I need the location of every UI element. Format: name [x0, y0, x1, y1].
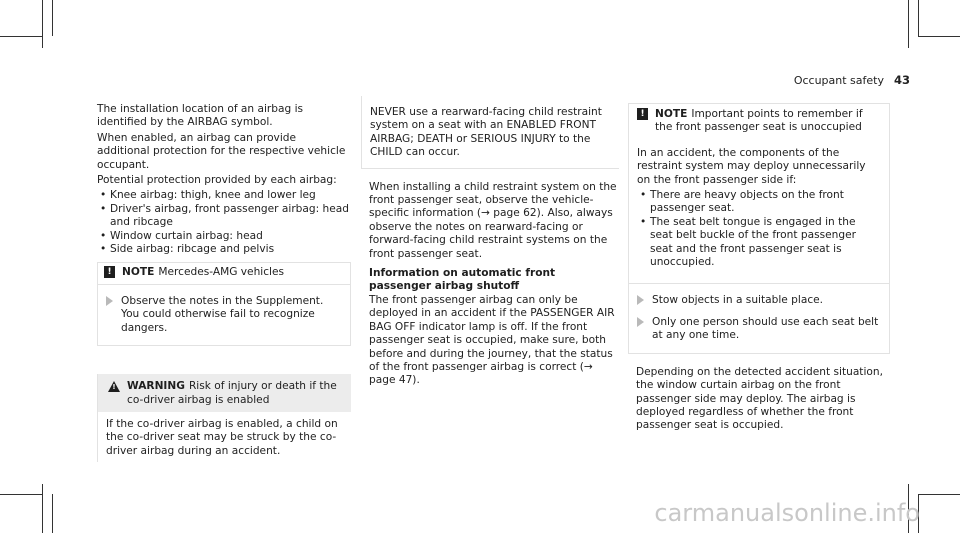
warning-continuation-box: NEVER use a rearward-facing child restraint system on a seat with an ENABLED FRONT AIRBAG; DEATH or SERIOUS INJURY to the CHILD can occur. — [361, 96, 619, 169]
note-header — [629, 104, 889, 139]
warning-box — [97, 374, 351, 462]
section-heading: Information on automatic front passenger airbag shutoff — [369, 267, 556, 293]
play-arrow-icon — [637, 317, 644, 327]
paragraph: The front passenger airbag can only be deployed in an accident if the PASSENGER AIR BAG OFF indicator lamp is off. If the front passenger seat is occupied, make sure, both before and during the journey, that the status of the front passenger airbag is correct (→ page 47). — [369, 293, 615, 387]
warning-body: If the co-driver airbag is enabled, a child on the co-driver seat may be struck by the co-driver airbag during an accident. — [106, 417, 338, 457]
paragraph: When enabled, an airbag can provide additional protection for the respective vehicle occupant. — [97, 131, 346, 171]
crop-mark — [918, 494, 960, 495]
warning-triangle-icon: ! — [108, 381, 120, 392]
list-item: • Window curtain airbag: head — [97, 230, 351, 243]
warning-title: WARNING — [127, 380, 185, 393]
play-arrow-icon — [637, 295, 644, 305]
paragraph: When installing a child restraint system on the front passenger seat, observe the vehicle-specific information (→ page 62). Also, always observe the notes on rearward-facing or forward-facing child restraint systems on the front passenger seat. — [369, 180, 617, 260]
paragraph: The installation location of an airbag is identified by the AIRBAG symbol. — [97, 103, 304, 129]
watermark: carmanualsonline.info — [654, 499, 920, 527]
note-body — [629, 139, 889, 284]
instruction-item — [106, 295, 342, 335]
section-title: Occupant safety — [793, 74, 884, 87]
crop-mark — [0, 36, 42, 37]
note-title: NOTE — [655, 108, 688, 120]
crop-mark — [42, 0, 43, 48]
instruction-text: Stow objects in a suitable place. — [652, 294, 824, 307]
crop-mark — [918, 36, 960, 37]
paragraph: Depending on the detected accident situation, the window curtain airbag on the front passenger side may deploy. The airbag is deployed regardless of whether the front passenger seat is occupied. — [636, 365, 883, 432]
note-text: Mercedes-AMG vehicles — [158, 266, 285, 279]
list-item: • There are heavy objects on the front passenger seat. — [637, 189, 881, 216]
note-body — [97, 285, 351, 346]
list-item: • The seat belt tongue is engaged in the seat belt buckle of the front passenger seat and the front passenger seat is unoccupied. — [637, 216, 881, 270]
crop-mark — [918, 0, 919, 36]
note-box — [97, 262, 351, 284]
column-1 — [97, 103, 351, 462]
crop-mark — [52, 494, 53, 533]
crop-mark — [908, 0, 909, 48]
column-3 — [628, 103, 890, 435]
play-arrow-icon — [106, 296, 113, 306]
note-text: Important points to remember if the front passenger seat is unoccupied — [655, 108, 863, 134]
instruction-list — [629, 283, 889, 352]
list-item: • Knee airbag: thigh, knee and lower leg — [97, 189, 351, 202]
crop-mark — [42, 484, 43, 533]
crop-mark — [52, 0, 53, 36]
paragraph: Potential protection provided by each airbag: — [97, 174, 337, 187]
warning-header — [98, 374, 351, 412]
bullet-list — [637, 189, 881, 269]
instruction-item — [637, 316, 881, 343]
note-title: NOTE — [122, 266, 155, 279]
warning-heading — [127, 380, 343, 407]
page-number: 43 — [893, 73, 910, 87]
exclamation-icon: ! — [104, 266, 115, 278]
list-item: • Side airbag: ribcage and pelvis — [97, 243, 351, 256]
column-2 — [361, 96, 619, 390]
paragraph: In an accident, the components of the restraint system may deploy unnecessarily on the front passenger side if: — [637, 146, 866, 186]
page-header — [794, 74, 910, 87]
note-heading — [122, 266, 284, 279]
instruction-text: Observe the notes in the Supplement. You could otherwise fail to recognize dangers. — [121, 294, 324, 334]
note-box — [628, 103, 890, 354]
note-header — [98, 263, 350, 283]
crop-mark — [0, 494, 42, 495]
exclamation-icon: ! — [637, 108, 648, 120]
list-item: • Driver's airbag, front passenger airbag: head and ribcage — [97, 203, 351, 230]
instruction-item — [637, 294, 881, 307]
bullet-list — [97, 189, 351, 256]
instruction-text: Only one person should use each seat belt at any one time. — [652, 315, 879, 342]
warning-text: Risk of injury or death if the co-driver airbag is enabled — [127, 380, 337, 406]
note-heading — [655, 108, 881, 135]
